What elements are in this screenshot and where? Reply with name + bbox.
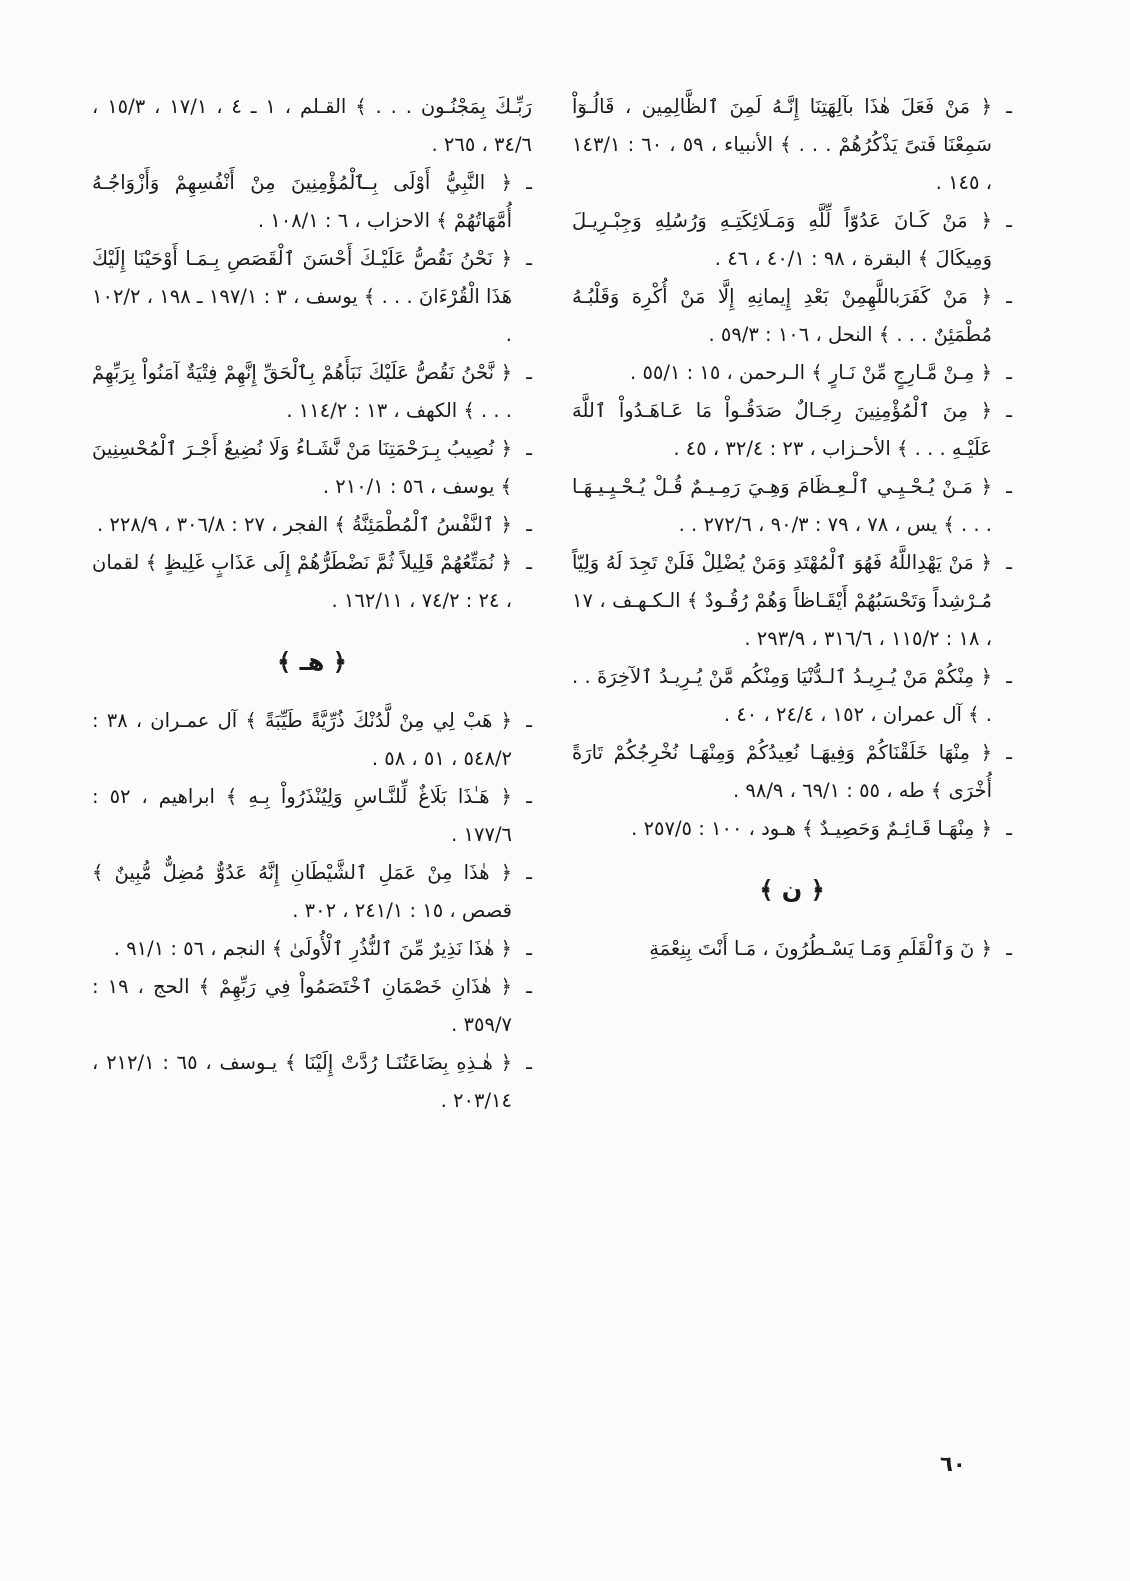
entry-text: ﴿ هٰذَانِ خَصْمَانِ ٱخْتَصَمُواْ فِي رَبِّهِمْ ﴾ الحج ، ١٩ : ٣٥٩/٧ . <box>92 975 512 1036</box>
entry-text: ﴿ مِـنْ مَّـارِجٍ مِّنْ نَـارٍ ﴾ الـرحمن ، ١٥ : ٥٥/١ . <box>630 361 992 384</box>
index-entry <box>92 164 532 240</box>
entry-continuation: رَبِّـكَ بِمَجْنُـون . . . ﴾ القـلم ، ١ ـ ٤ ، ١٧/١ ، ١٥/٣ ، ٣٤/٦ ، ٢٦٥ . <box>92 95 532 156</box>
index-entry <box>572 88 1012 202</box>
entry-dash: ـ <box>526 551 532 574</box>
entry-text: ﴿ نَّحْنُ نَقُصُّ عَلَيْكَ نَبَأَهُمْ بِٱلْحَقِّ إِنَّهِمْ فِتْيَةٌ آمَنُواْ بِرَبِّهِمْ . . . ﴾ الكهف ، ١٣ : ١١٤/٢ . <box>92 361 512 422</box>
index-entry <box>572 930 1012 968</box>
right-column <box>572 88 1012 968</box>
index-entry <box>572 658 1012 734</box>
index-entry <box>92 778 532 854</box>
entry-text: ﴿ هَـٰذَا بَلَاغٌ لِّلنَّـاسِ وَلِيُنْذَرُواْ بِـهِ ﴾ ابراهيم ، ٥٢ : ١٧٧/٦ . <box>92 785 512 846</box>
entry-text: ﴿ مَنْ يَهْدِاللَّهُ فَهُوَ ٱلْمُهْتَدِ وَمَنْ يُضْلِلْ فَلَنْ تَجِدَ لَهُ وَلِيّاً مُـرْشِداً وَتَحْسَبُهُمْ أَيْقَـاظاً وَهُمْ رُقُـودٌ ﴾ الـكـهـف ، ١٧ ، ١٨ : ١١٥/٢ ، ٣١٦/٦ ، ٢٩٣/٩ . <box>572 551 992 650</box>
index-entry <box>92 854 532 930</box>
page-number: ٦٠ <box>940 1452 966 1476</box>
entry-dash: ـ <box>1006 937 1012 960</box>
entry-text: ﴿ مَنْ فَعَلَ هٰذَا بآلِهَتِنَا إِنَّـهُ لَمِنَ ٱلظَّالِمِين ، قَالُـوٓاْ سَمِعْنَا فَتىً يَذْكُرُهُمْ . . . ﴾ الأنبياء ، ٥٩ ، ٦٠ : ١٤٣/١ ، ١٤٥ . <box>572 95 992 194</box>
entry-dash: ـ <box>526 1051 532 1074</box>
entry-text: ﴿ مَـنْ يُـحْـيِـي ٱلْـعِـظَامَ وَهِـيَ رَمِـيـمٌ قُـلْ يُـحْـيِـيـهَـا . . . ﴾ يس ، ٧٨ ، ٧٩ : ٩٠/٣ ، ٢٧٢/٦ . . <box>572 475 992 536</box>
index-entry <box>572 278 1012 354</box>
index-entry <box>92 506 532 544</box>
entry-dash: ـ <box>526 171 532 194</box>
entry-dash: ـ <box>1006 95 1012 118</box>
section-heading-ha: ﴿ هـ ﴾ <box>277 648 347 676</box>
entry-dash: ـ <box>526 975 532 998</box>
index-entry <box>572 354 1012 392</box>
index-entry <box>572 544 1012 658</box>
entry-dash: ـ <box>1006 209 1012 232</box>
entry-text: ﴿ هٰذَا مِنْ عَمَلِ ٱلشَّيْطَانِ إِنَّهُ عَدُوٌّ مُضِلٌّ مُّبِينٌ ﴾ قصص ، ١٥ : ٢٤١/١ ، ٣٠٢ . <box>92 861 512 922</box>
index-entry <box>572 392 1012 468</box>
entry-dash: ـ <box>526 361 532 384</box>
entry-dash: ـ <box>1006 475 1012 498</box>
entry-text: ﴿ مَنْ كَفَرَباللَّهِمِنْ بَعْدِ إِيمانِهِ إِلَّا مَنْ أُكْرِهَ وَقَلْبُـهُ مُطْمَئِنٌ . . . ﴾ النحل ، ١٠٦ : ٥٩/٣ . <box>572 285 992 346</box>
entry-dash: ـ <box>1006 665 1012 688</box>
entry-text: ﴿ نُمَتِّعُهُمْ قَلِيلاً ثُمَّ نَضْطَرُّهُمْ إِلَى عَذَابٍ غَلِيظٍ ﴾ لقمان ، ٢٤ : ٧٤/٢ ، ١٦٢/١١ . <box>92 551 512 612</box>
entry-text: ﴿ نٓ وَٱلْقَلَمِ وَمَـا يَسْـطُرُونَ ، مَـا أَنْتَ بِنِعْمَةِ <box>649 937 992 960</box>
index-entry <box>92 544 532 620</box>
entry-dash: ـ <box>1006 285 1012 308</box>
index-entry <box>572 810 1012 848</box>
entry-dash: ـ <box>526 937 532 960</box>
entry-dash: ـ <box>1006 817 1012 840</box>
entry-text: ﴿ مِنْكُمْ مَنْ يُـرِيـدُ ٱلـدُّنْيَا وَمِنْكُم مَّنْ يُـرِيـدُ ٱلآخِرَةَ . . . ﴾ آل عمران ، ١٥٢ ، ٢٤/٤ ، ٤٠ . <box>572 665 992 726</box>
entry-text: ﴿ مِنَ ٱلْمُؤْمِنِينَ رِجَـالٌ صَدَقُـواْ مَا عَـاهَـدُواْ ٱللَّهَ عَلَيْـهِ . . . ﴾ الأحـزاب ، ٢٣ : ٣٢/٤ ، ٤٥ . <box>572 399 992 460</box>
entry-text: ﴿ مَنْ كَـانَ عَدُوّاً لِّلَّهِ وَمَـلَائِكَتِـهِ وَرُسُلِهِ وَجِبْـرِيـلَ وَمِيكَالَ ﴾ البقرة ، ٩٨ : ٤٠/١ ، ٤٦ . <box>572 209 992 270</box>
entry-text: ﴿ نَحْنُ نَقُصُّ عَلَيْـكَ أَحْسَنَ ٱلْقَصَصِ بِـمَـا أَوْحَيْنَا إِلَيْكَ هَذَا الْقُرْءَانَ . . . ﴾ يوسف ، ٣ : ١٩٧/١ ـ ١٩٨ ، ١٠٢/٢ . <box>92 247 512 346</box>
index-entry <box>92 240 532 354</box>
entry-dash: ـ <box>1006 551 1012 574</box>
index-entry <box>92 354 532 430</box>
entry-dash: ـ <box>1006 399 1012 422</box>
left-column <box>92 88 532 1120</box>
entry-dash: ـ <box>1006 361 1012 384</box>
index-entry <box>92 430 532 506</box>
entry-text: ﴿ مِنْهَا خَلَقْنَاكُمْ وَفِيهَـا نُعِيدُكُمْ وَمِنْهَـا نُخْرِجُكُمْ تَارَةً أُخْرَى ﴾ طه ، ٥٥ : ٦٩/١ ، ٩٨/٩ . <box>572 741 992 802</box>
index-entry <box>92 968 532 1044</box>
entry-dash: ـ <box>526 437 532 460</box>
entry-text: ﴿ ٱلنَّفْسُ ٱلْمُطْمَئِنَّةُ ﴾ الفجر ، ٢٧ : ٣٠٦/٨ ، ٢٢٨/٩ . <box>97 513 512 536</box>
section-heading-nun: ﴿ ن ﴾ <box>759 876 825 904</box>
index-entry <box>92 702 532 778</box>
entry-text: ﴿ هٰـذِهِ بِضَاعَتُنَـا رُدَّتْ إِلَيْنَا ﴾ يـوسف ، ٦٥ : ٢١٢/١ ، ٢٠٣/١٤ . <box>92 1051 512 1112</box>
index-entry <box>572 468 1012 544</box>
entry-dash: ـ <box>526 785 532 808</box>
entry-dash: ـ <box>526 861 532 884</box>
entry-dash: ـ <box>526 513 532 536</box>
entry-dash: ـ <box>526 709 532 732</box>
index-entry <box>572 734 1012 810</box>
entry-text: ﴿ النَّبِيُّ أَوْلَى بِـٱلْمُؤْمِنِينَ مِنْ أَنْفُسِهِمْ وَأَزْوَاجُـهُ أُمَّهَاتُهُمْ ﴾ الاحزاب ، ٦ : ١٠٨/١ . <box>92 171 512 232</box>
index-entry <box>92 1044 532 1120</box>
index-entry <box>572 202 1012 278</box>
entry-dash: ـ <box>526 247 532 270</box>
entry-text: ﴿ مِنْهَـا قَـائِـمٌ وَحَصِيـدٌ ﴾ هـود ، ١٠٠ : ٢٥٧/٥ . <box>631 817 992 840</box>
entry-text: ﴿ هَبْ لِي مِنْ لَّدُنْكَ ذُرِّيَّةً طَيِّبَةً ﴾ آل عمـران ، ٣٨ : ٥٤٨/٢ ، ٥١ ، ٥٨ . <box>92 709 512 770</box>
index-entry <box>92 930 532 968</box>
entry-dash: ـ <box>1006 741 1012 764</box>
entry-text: ﴿ نُصِيبُ بِـرَحْمَتِنَا مَنْ نَّشَـاءُ وَلَا نُضِيعُ أَجْـرَ ٱلْمُحْسِنِينَ ﴾ يوسف ، ٥٦ : ٢١٠/١ . <box>92 437 512 498</box>
entry-text: ﴿ هٰذَا نَذِيرٌ مِّنَ ٱلنُّذُرِ ٱلْأُولَىٰ ﴾ النجم ، ٥٦ : ٩١/١ . <box>113 937 512 960</box>
